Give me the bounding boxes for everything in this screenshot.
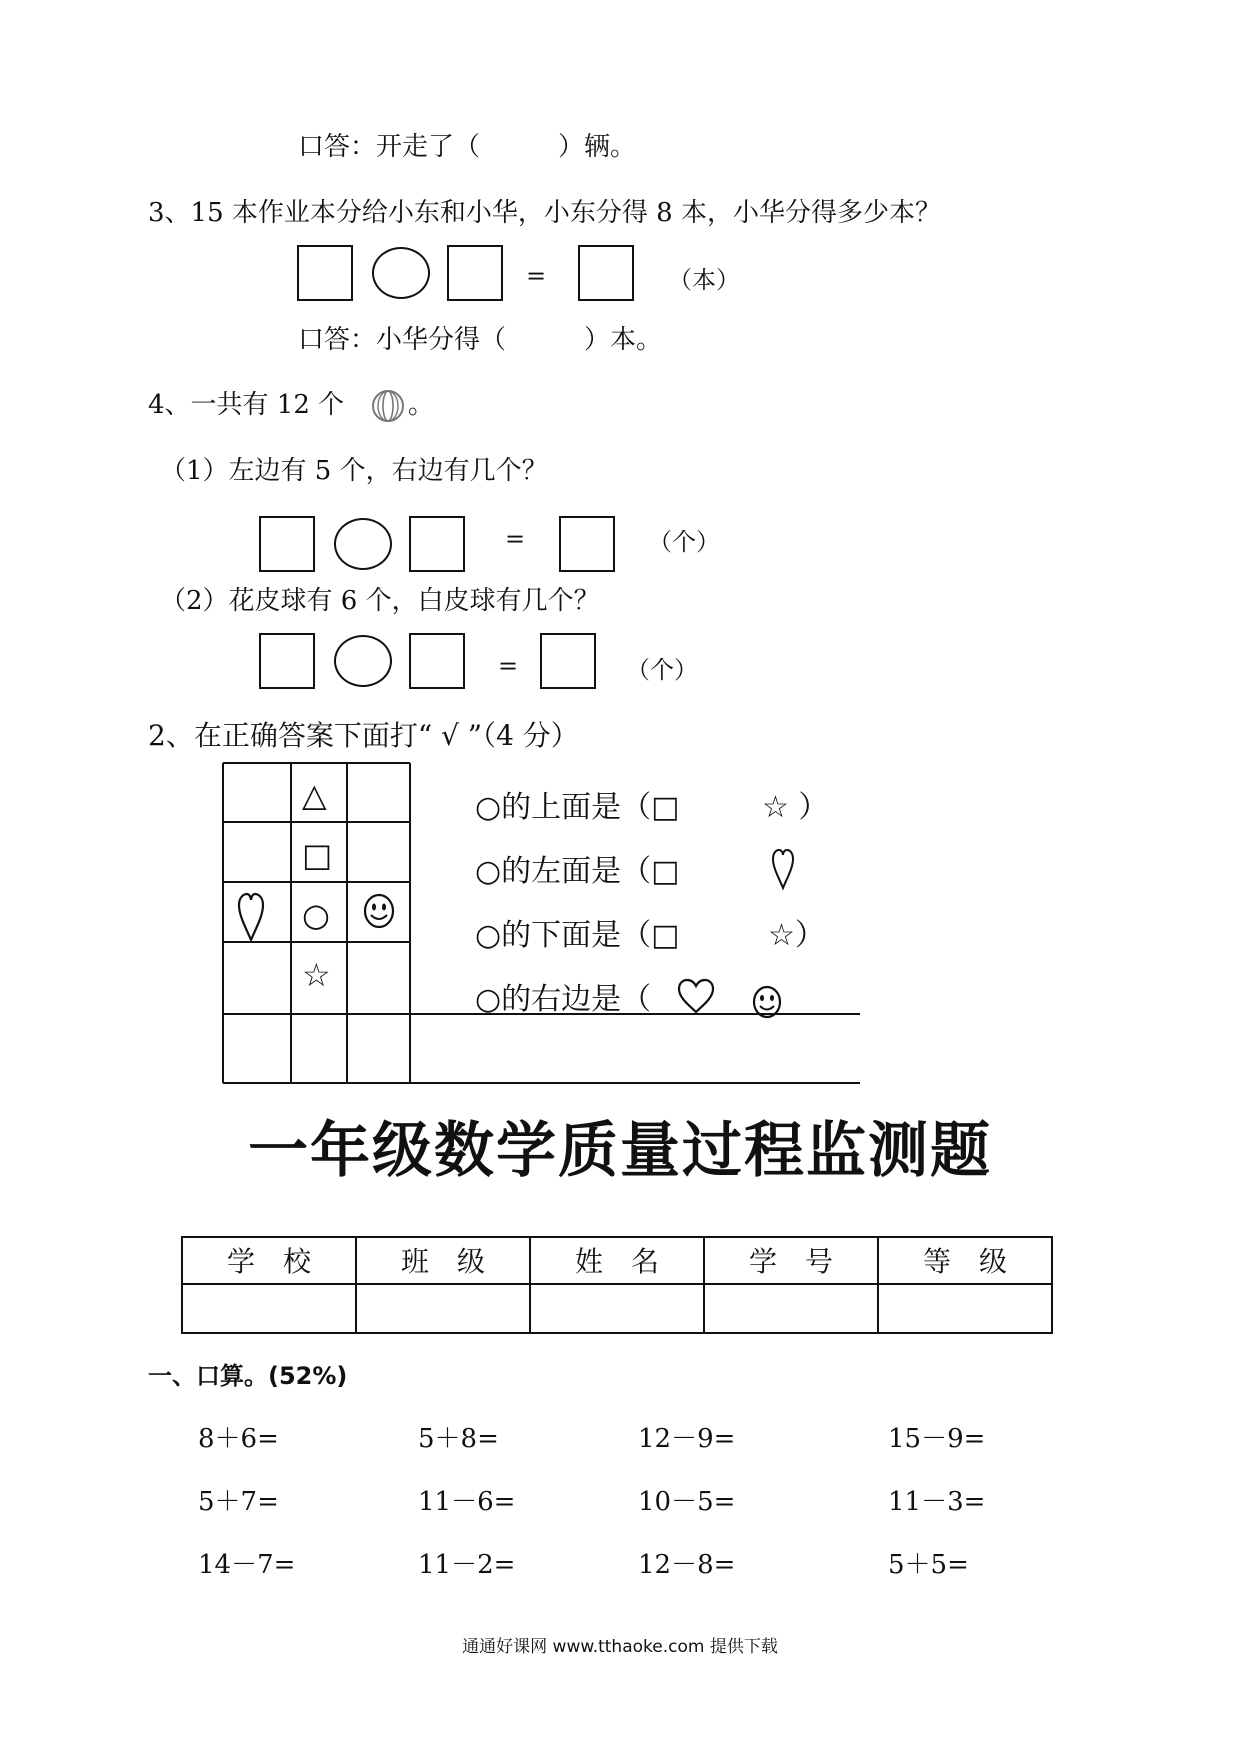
smiley-option-icon	[750, 980, 784, 1020]
calc-item: 5＋7=	[198, 1487, 279, 1517]
q3-equals-sign: =	[526, 262, 547, 290]
calc-item: 8＋6=	[198, 1424, 279, 1454]
info-header-number: 学 号	[704, 1237, 878, 1284]
q3-answer-box-1[interactable]	[297, 245, 353, 301]
q4-sub1-text: （1）左边有 5 个，右边有几个？	[160, 456, 548, 486]
q3-answer-box-2[interactable]	[447, 245, 503, 301]
info-header-class: 班 级	[356, 1237, 530, 1284]
info-field-school[interactable]	[182, 1284, 356, 1333]
position-line-3-option2: ☆）	[768, 918, 825, 953]
info-field-name[interactable]	[530, 1284, 704, 1333]
q4-sub2-text: （2）花皮球有 6 个，白皮球有几个？	[160, 586, 600, 616]
student-info-table	[181, 1236, 1053, 1334]
calc-item: 15－9=	[888, 1424, 986, 1454]
q4-sub1-box-1[interactable]	[259, 516, 315, 572]
ball-icon	[370, 388, 406, 424]
heart-option-icon	[770, 848, 796, 890]
section-1-heading: 一、口算。(52%)	[148, 1362, 348, 1390]
calc-item: 11－6=	[418, 1487, 516, 1517]
footer-source: 通通好课网 www.tthaoke.com 提供下载	[462, 1637, 778, 1657]
calc-item: 10－5=	[638, 1487, 736, 1517]
heart-icon	[236, 892, 266, 942]
position-question-text: 2、在正确答案下面打“ √ ”（4 分）	[148, 719, 579, 752]
q3-unit: （本）	[668, 266, 740, 294]
info-header-name: 姓 名	[530, 1237, 704, 1284]
position-line-2: ○的左面是（□	[475, 854, 680, 889]
info-field-grade[interactable]	[878, 1284, 1052, 1333]
q3-text: 3、15 本作业本分给小东和小华，小东分得 8 本，小华分得多少本？	[148, 198, 941, 228]
position-line-3: ○的下面是（□	[475, 918, 680, 953]
info-header-grade: 等 级	[878, 1237, 1052, 1284]
calc-item: 11－3=	[888, 1487, 986, 1517]
q4-sub2-operator-oval[interactable]	[334, 635, 392, 687]
q2-answer-line: 口答：开走了（ ）辆。	[298, 132, 637, 162]
q4-sub2-result-box[interactable]	[540, 633, 596, 689]
info-field-class[interactable]	[356, 1284, 530, 1333]
q4-text: 4、一共有 12 个	[148, 390, 345, 420]
q4-sub2-unit: （个）	[626, 656, 698, 684]
info-field-number[interactable]	[704, 1284, 878, 1333]
calc-item: 14－7=	[198, 1550, 296, 1580]
q4-sub1-box-2[interactable]	[409, 516, 465, 572]
q4-text-end: 。	[408, 390, 435, 420]
q4-sub2-box-1[interactable]	[259, 633, 315, 689]
grid-cell-triangle: △	[302, 776, 327, 814]
calc-item: 11－2=	[418, 1550, 516, 1580]
position-line-1: ○的上面是（□	[475, 790, 680, 825]
grid-cell-star: ☆	[302, 956, 331, 994]
q4-sub2-equals-sign: =	[498, 652, 519, 680]
calc-item: 12－8=	[638, 1550, 736, 1580]
smiley-icon	[362, 892, 396, 930]
q4-sub1-unit: （个）	[648, 528, 720, 556]
calc-item: 5＋5=	[888, 1550, 969, 1580]
q4-sub1-operator-oval[interactable]	[334, 518, 392, 570]
calc-item: 5＋8=	[418, 1424, 499, 1454]
info-header-school: 学 校	[182, 1237, 356, 1284]
grid-cell-circle: ○	[302, 896, 330, 934]
position-line-4: ○的右边是（	[475, 982, 652, 1017]
q4-sub2-box-2[interactable]	[409, 633, 465, 689]
page-title: 一年级数学质量过程监测题	[248, 1116, 992, 1186]
q3-operator-oval[interactable]	[372, 247, 430, 299]
q4-sub1-equals-sign: =	[505, 525, 526, 553]
grid-cell-square: □	[302, 836, 333, 874]
heart-option-icon	[676, 978, 716, 1014]
calc-item: 12－9=	[638, 1424, 736, 1454]
q4-sub1-result-box[interactable]	[559, 516, 615, 572]
position-line-1-option2: ☆ ）	[762, 790, 829, 825]
q3-answer-line: 口答：小华分得（ ）本。	[298, 325, 663, 355]
q3-result-box[interactable]	[578, 245, 634, 301]
